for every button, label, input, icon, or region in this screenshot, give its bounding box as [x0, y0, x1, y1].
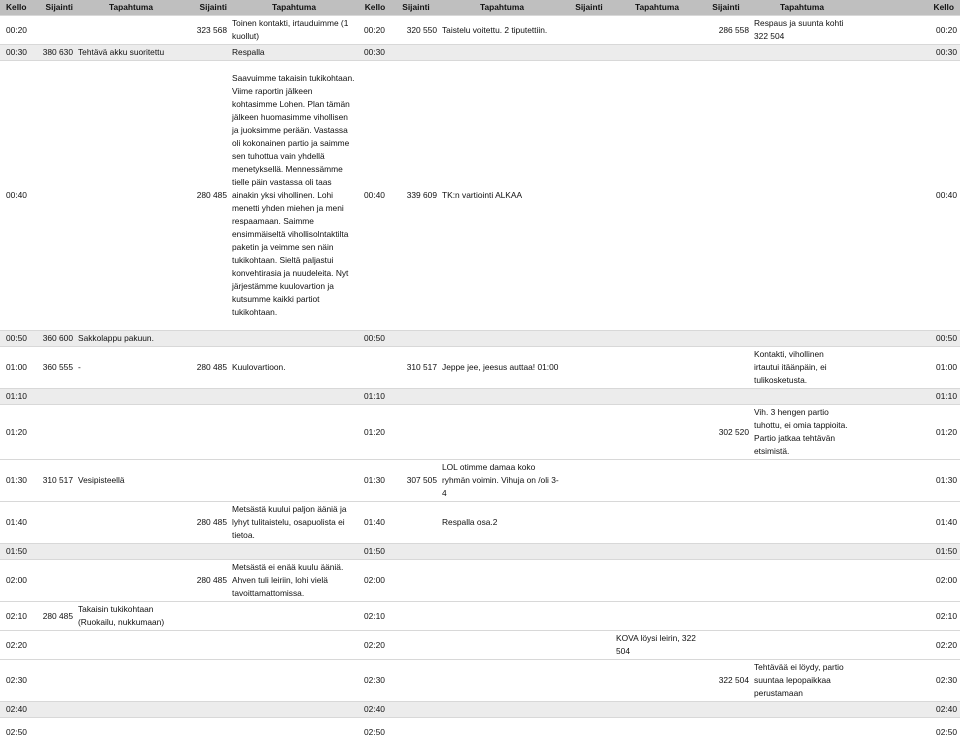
event-cell: [230, 660, 358, 702]
event-cell: [230, 389, 358, 405]
event-cell: [614, 16, 700, 45]
header-row: [0, 0, 960, 16]
header-tapahtuma: Tapahtuma: [440, 0, 564, 16]
table-row: [0, 560, 960, 602]
location-cell: 310 517: [36, 460, 76, 502]
event-cell: Tehtävää ei löydy, partio suuntaa lepopaikkaa perustamaan: [752, 660, 852, 702]
location-cell: [186, 602, 230, 631]
event-cell: [76, 544, 186, 560]
event-cell: [230, 602, 358, 631]
location-cell: [392, 702, 440, 718]
event-cell: [752, 631, 852, 660]
event-cell: [752, 460, 852, 502]
event-cell: Toinen kontakti, irtauduimme (1 kuollut): [230, 16, 358, 45]
location-cell: [700, 45, 752, 61]
location-cell: 280 485: [186, 560, 230, 602]
event-cell: [752, 560, 852, 602]
location-cell: 280 485: [186, 61, 230, 331]
location-cell: [564, 347, 614, 389]
event-cell: [614, 502, 700, 544]
event-cell: [76, 61, 186, 331]
time-cell: 02:10: [358, 602, 392, 631]
event-cell: [440, 718, 564, 748]
location-cell: [186, 660, 230, 702]
location-cell: [564, 560, 614, 602]
time-cell: 00:50: [0, 331, 36, 347]
event-cell: [440, 405, 564, 460]
event-cell: [614, 61, 700, 331]
event-cell: Vesipisteellä: [76, 460, 186, 502]
location-cell: [700, 560, 752, 602]
table-row: [0, 702, 960, 718]
table-row: [0, 460, 960, 502]
event-cell: Respaus ja suunta kohti 322 504: [752, 16, 852, 45]
time-cell: 02:00: [852, 560, 960, 602]
header-kello: Kello: [0, 0, 36, 16]
event-cell: [752, 45, 852, 61]
event-cell: Taistelu voitettu. 2 tiputettiin.: [440, 16, 564, 45]
location-cell: [564, 61, 614, 331]
time-cell: 02:30: [358, 660, 392, 702]
event-cell: [752, 502, 852, 544]
location-cell: [700, 602, 752, 631]
time-cell: 02:50: [852, 718, 960, 748]
location-cell: [564, 16, 614, 45]
location-cell: [564, 631, 614, 660]
table-row: [0, 502, 960, 544]
table-row: [0, 660, 960, 702]
time-cell: 01:20: [0, 405, 36, 460]
table-row: [0, 544, 960, 560]
header-sijainti: Sijainti: [700, 0, 752, 16]
location-cell: [186, 45, 230, 61]
time-cell: 01:00: [852, 347, 960, 389]
location-cell: [36, 389, 76, 405]
event-cell: [440, 45, 564, 61]
location-cell: 380 630: [36, 45, 76, 61]
event-cell: [230, 331, 358, 347]
table-row: [0, 631, 960, 660]
location-cell: 323 568: [186, 16, 230, 45]
location-cell: 360 555: [36, 347, 76, 389]
time-cell: 02:00: [358, 560, 392, 602]
location-cell: [392, 405, 440, 460]
header-sijainti: Sijainti: [564, 0, 614, 16]
event-cell: Metsästä ei enää kuulu ääniä. Ahven tuli leiriin, lohi vielä tavoittamattomissa.: [230, 560, 358, 602]
time-cell: 00:20: [358, 16, 392, 45]
location-cell: [700, 347, 752, 389]
event-cell: [76, 631, 186, 660]
location-cell: 286 558: [700, 16, 752, 45]
location-cell: [186, 544, 230, 560]
time-cell: 00:40: [358, 61, 392, 331]
location-cell: [392, 544, 440, 560]
location-cell: [36, 16, 76, 45]
location-cell: [392, 660, 440, 702]
location-cell: 339 609: [392, 61, 440, 331]
event-cell: TK:n vartiointi ALKAA: [440, 61, 564, 331]
location-cell: [36, 631, 76, 660]
time-cell: 00:30: [0, 45, 36, 61]
location-cell: [186, 331, 230, 347]
time-cell: 02:10: [0, 602, 36, 631]
table-row: [0, 389, 960, 405]
event-cell: [614, 718, 700, 748]
event-cell: [440, 544, 564, 560]
location-cell: [564, 702, 614, 718]
location-cell: 280 485: [186, 347, 230, 389]
time-cell: 01:10: [852, 389, 960, 405]
location-cell: [36, 405, 76, 460]
time-cell: 00:20: [0, 16, 36, 45]
event-cell: [752, 702, 852, 718]
event-cell: [614, 347, 700, 389]
location-cell: [700, 502, 752, 544]
header-kello: Kello: [358, 0, 392, 16]
time-cell: 01:40: [358, 502, 392, 544]
time-cell: 01:10: [358, 389, 392, 405]
event-cell: [752, 61, 852, 331]
time-cell: 00:40: [852, 61, 960, 331]
event-cell: [76, 389, 186, 405]
location-cell: 320 550: [392, 16, 440, 45]
time-cell: 02:20: [0, 631, 36, 660]
location-cell: 310 517: [392, 347, 440, 389]
event-cell: Takaisin tukikohtaan (Ruokailu, nukkumaan): [76, 602, 186, 631]
location-cell: 302 520: [700, 405, 752, 460]
location-cell: [36, 660, 76, 702]
location-cell: [186, 405, 230, 460]
location-cell: [392, 331, 440, 347]
log-body: [0, 16, 960, 748]
location-cell: [392, 631, 440, 660]
time-cell: 02:50: [0, 718, 36, 748]
location-cell: [36, 502, 76, 544]
event-cell: [76, 660, 186, 702]
header-sijainti: Sijainti: [36, 0, 76, 16]
event-cell: [230, 544, 358, 560]
location-cell: [36, 560, 76, 602]
header-sijainti: Sijainti: [392, 0, 440, 16]
event-cell: Respalla osa.2: [440, 502, 564, 544]
location-cell: [392, 560, 440, 602]
time-cell: 01:40: [0, 502, 36, 544]
event-cell: [440, 631, 564, 660]
time-cell: [358, 347, 392, 389]
event-cell: -: [76, 347, 186, 389]
event-cell: [614, 560, 700, 602]
event-cell: [614, 460, 700, 502]
event-cell: Kontakti, vihollinen irtautui itäänpäin, ei tulikosketusta.: [752, 347, 852, 389]
header-sijainti: Sijainti: [186, 0, 230, 16]
time-cell: 01:30: [358, 460, 392, 502]
time-cell: 01:30: [852, 460, 960, 502]
table-row: [0, 16, 960, 45]
location-cell: [186, 631, 230, 660]
event-cell: Kuulovartioon.: [230, 347, 358, 389]
time-cell: 00:30: [852, 45, 960, 61]
table-row: [0, 602, 960, 631]
event-cell: [440, 702, 564, 718]
time-cell: 02:20: [358, 631, 392, 660]
time-cell: 00:50: [852, 331, 960, 347]
event-cell: [230, 702, 358, 718]
event-cell: Sakkolappu pakuun.: [76, 331, 186, 347]
location-cell: [392, 502, 440, 544]
location-cell: [564, 389, 614, 405]
location-cell: 280 485: [36, 602, 76, 631]
event-cell: Saavuimme takaisin tukikohtaan. Viime raportin jälkeen kohtasimme Lohen. Plan tämän jälkeen huomasimme vihollisen ja juoksimme perään. Vastassa oli kokonainen partio ja saimme sen tuhottua vain yhdellä menetyksellä. Mennessämme tielle päin vastassa oli taas ainakin yksi vihollinen. Lohi menetti yhden miehen ja meni respaamaan. Saimme ensimmäiseltä vihollisolntaktilta paketin ja veimme sen näin tukikohtaan. Sieltä paljastui konvehtirasia ja nuudeleita. Nyt järjestämme kuulovartion ja kutsumme kaikki partiot tukikohtaan.: [230, 61, 358, 331]
event-cell: [230, 631, 358, 660]
location-cell: [700, 544, 752, 560]
event-cell: [440, 331, 564, 347]
header-tapahtuma: Tapahtuma: [614, 0, 700, 16]
time-cell: 01:50: [0, 544, 36, 560]
location-cell: [392, 718, 440, 748]
time-cell: 01:30: [0, 460, 36, 502]
location-cell: [392, 389, 440, 405]
event-cell: [230, 460, 358, 502]
header-tapahtuma: Tapahtuma: [230, 0, 358, 16]
location-cell: [700, 718, 752, 748]
location-cell: [36, 61, 76, 331]
event-cell: [614, 405, 700, 460]
location-cell: [564, 460, 614, 502]
event-cell: [752, 602, 852, 631]
location-cell: 360 600: [36, 331, 76, 347]
location-cell: [700, 631, 752, 660]
location-cell: [564, 331, 614, 347]
table-row: [0, 347, 960, 389]
event-cell: [230, 405, 358, 460]
event-cell: [752, 331, 852, 347]
event-cell: [614, 702, 700, 718]
table-row: [0, 331, 960, 347]
location-cell: [700, 389, 752, 405]
event-cell: Jeppe jee, jeesus auttaa! 01:00: [440, 347, 564, 389]
event-cell: [440, 560, 564, 602]
table-row: [0, 718, 960, 748]
event-cell: [752, 718, 852, 748]
time-cell: 00:40: [0, 61, 36, 331]
location-cell: [36, 702, 76, 718]
time-cell: 01:40: [852, 502, 960, 544]
time-cell: 02:30: [0, 660, 36, 702]
location-cell: [564, 502, 614, 544]
location-cell: [564, 660, 614, 702]
time-cell: 01:10: [0, 389, 36, 405]
location-cell: [700, 61, 752, 331]
location-cell: [564, 602, 614, 631]
event-cell: [76, 16, 186, 45]
event-cell: [440, 602, 564, 631]
time-cell: 02:30: [852, 660, 960, 702]
location-cell: 307 505: [392, 460, 440, 502]
event-cell: [230, 718, 358, 748]
table-row: [0, 45, 960, 61]
location-cell: [564, 544, 614, 560]
event-cell: KOVA löysi leirin, 322 504: [614, 631, 700, 660]
location-cell: [36, 718, 76, 748]
event-cell: [440, 389, 564, 405]
time-cell: 01:50: [852, 544, 960, 560]
location-cell: [36, 544, 76, 560]
event-cell: [752, 389, 852, 405]
time-cell: 00:30: [358, 45, 392, 61]
location-cell: [700, 331, 752, 347]
header-kello: Kello: [852, 0, 960, 16]
location-cell: [186, 718, 230, 748]
location-cell: [186, 389, 230, 405]
event-cell: LOL otimme damaa koko ryhmän voimin. Vihuja on /oli 3-4: [440, 460, 564, 502]
location-cell: [186, 460, 230, 502]
time-cell: 01:00: [0, 347, 36, 389]
event-cell: [614, 389, 700, 405]
location-cell: [700, 460, 752, 502]
time-cell: 02:40: [0, 702, 36, 718]
event-cell: [76, 718, 186, 748]
event-cell: [76, 502, 186, 544]
location-cell: [392, 602, 440, 631]
event-cell: [614, 331, 700, 347]
time-cell: 02:40: [358, 702, 392, 718]
event-cell: Respalla: [230, 45, 358, 61]
location-cell: [564, 45, 614, 61]
location-cell: 280 485: [186, 502, 230, 544]
location-cell: [392, 45, 440, 61]
time-cell: 02:20: [852, 631, 960, 660]
location-cell: [186, 702, 230, 718]
event-cell: [614, 544, 700, 560]
time-cell: 02:10: [852, 602, 960, 631]
time-cell: 00:50: [358, 331, 392, 347]
location-cell: [564, 405, 614, 460]
event-cell: Metsästä kuului paljon ääniä ja lyhyt tulitaistelu, osapuolista ei tietoa.: [230, 502, 358, 544]
event-cell: [76, 560, 186, 602]
table-row: [0, 405, 960, 460]
time-cell: 00:20: [852, 16, 960, 45]
time-cell: 01:50: [358, 544, 392, 560]
location-cell: [564, 718, 614, 748]
event-cell: [614, 45, 700, 61]
time-cell: 02:00: [0, 560, 36, 602]
header-tapahtuma: Tapahtuma: [752, 0, 852, 16]
event-cell: [76, 702, 186, 718]
event-cell: Vih. 3 hengen partio tuhottu, ei omia tappioita. Partio jatkaa tehtävän etsimistä.: [752, 405, 852, 460]
time-cell: 02:50: [358, 718, 392, 748]
location-cell: 322 504: [700, 660, 752, 702]
event-cell: Tehtävä akku suoritettu: [76, 45, 186, 61]
event-cell: [614, 660, 700, 702]
event-cell: [440, 660, 564, 702]
time-cell: 02:40: [852, 702, 960, 718]
location-cell: [700, 702, 752, 718]
table-row: [0, 61, 960, 331]
time-cell: 01:20: [358, 405, 392, 460]
time-cell: 01:20: [852, 405, 960, 460]
event-cell: [614, 602, 700, 631]
header-tapahtuma: Tapahtuma: [76, 0, 186, 16]
event-cell: [752, 544, 852, 560]
event-cell: [76, 405, 186, 460]
